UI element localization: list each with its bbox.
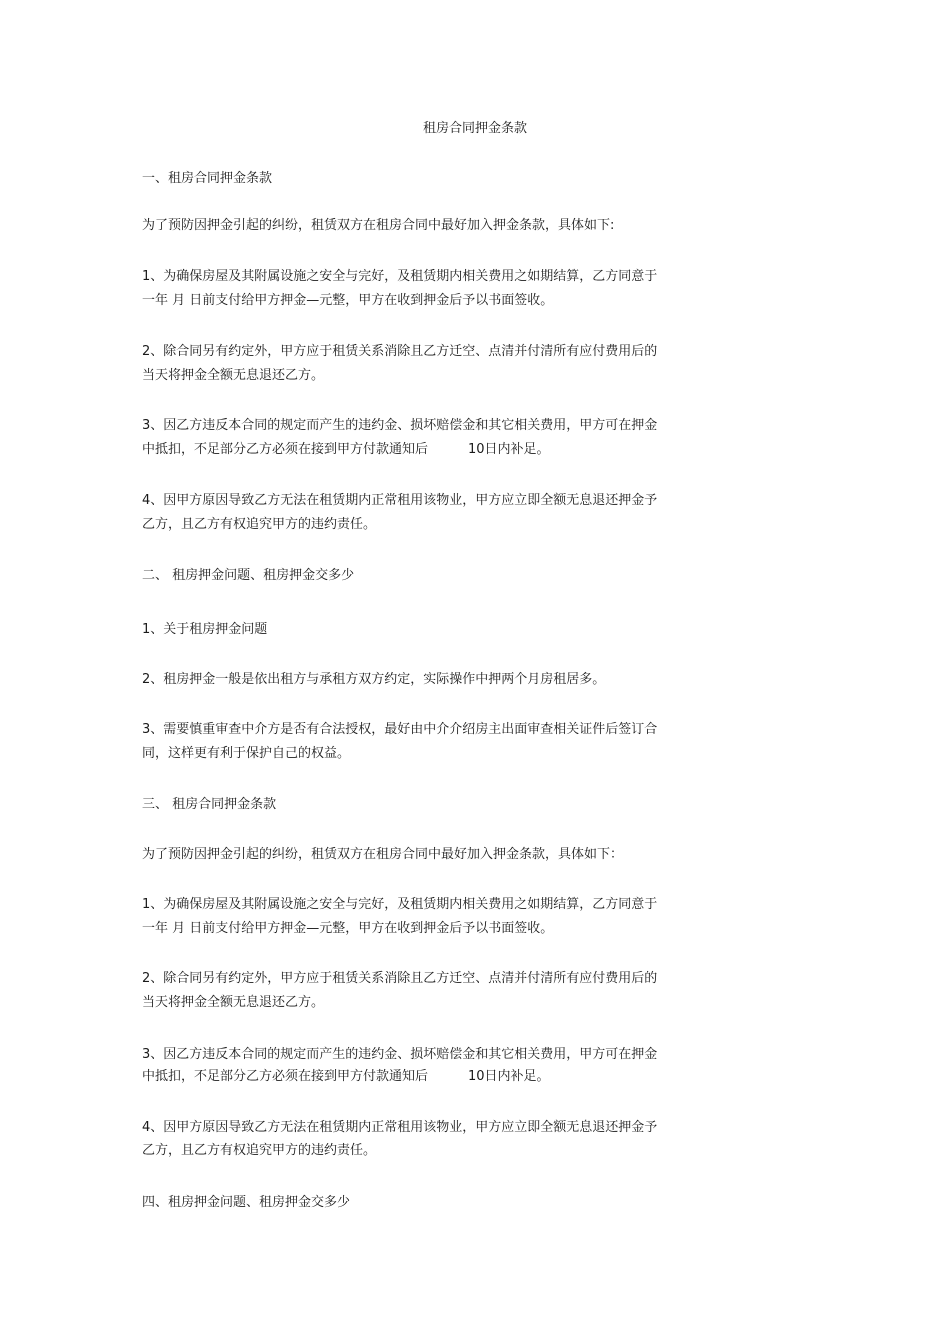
paragraph-line: 3、因乙方违反本合同的规定而产生的违约金、损坏赔偿金和其它相关费用，甲方可在押金 [142,1047,658,1062]
paragraph-line: 4、因甲方原因导致乙方无法在租赁期内正常租用该物业，甲方应立即全额无息退还押金予 [142,1120,658,1135]
paragraph-line [142,441,742,459]
paragraph-line: 2、除合同另有约定外，甲方应于租赁关系消除且乙方迁空、点清并付清所有应付费用后的 [142,971,658,986]
paragraph-line: 3、因乙方违反本合同的规定而产生的违约金、损坏赔偿金和其它相关费用，甲方可在押金 [142,418,658,433]
text-segment: 中抵扣，不足部分乙方必须在接到甲方付款通知后 [142,1069,429,1084]
paragraph-line: 4、因甲方原因导致乙方无法在租赁期内正常租用该物业，甲方应立即全额无息退还押金予 [142,493,658,508]
paragraph-line [142,1068,742,1086]
paragraph-line: 当天将押金全额无息退还乙方。 [142,368,325,383]
section-heading: 一、租房合同押金条款 [142,171,273,186]
paragraph-line: 乙方，且乙方有权追究甲方的违约责任。 [142,517,377,532]
paragraph: 1、关于租房押金问题 [142,622,268,637]
paragraph-line: 3、需要慎重审查中介方是否有合法授权，最好由中介介绍房主出面审查相关证件后签订合 [142,722,658,737]
paragraph-line: 一年 月 日前支付给甲方押金—元整，甲方在收到押金后予以书面签收。 [142,293,554,308]
paragraph-line: 一年 月 日前支付给甲方押金—元整，甲方在收到押金后予以书面签收。 [142,921,554,936]
paragraph-line: 1、为确保房屋及其附属设施之安全与完好，及租赁期内相关费用之如期结算，乙方同意于 [142,897,658,912]
section-heading: 三、 租房合同押金条款 [142,797,277,812]
paragraph-line: 同，这样更有利于保护自己的权益。 [142,746,351,761]
paragraph: 为了预防因押金引起的纠纷，租赁双方在租房合同中最好加入押金条款，具体如下: [142,218,615,233]
document-title: 租房合同押金条款 [422,121,527,136]
text-segment: 10日内补足。 [468,1069,550,1084]
section-heading: 四、租房押金问题、租房押金交多少 [142,1195,351,1210]
paragraph-line: 乙方，且乙方有权追究甲方的违约责任。 [142,1143,377,1158]
paragraph-line: 当天将押金全额无息退还乙方。 [142,995,325,1010]
section-heading: 二、 租房押金问题、租房押金交多少 [142,568,355,583]
text-segment: 10日内补足。 [468,442,550,457]
paragraph-line: 2、除合同另有约定外，甲方应于租赁关系消除且乙方迁空、点清并付清所有应付费用后的 [142,344,658,359]
paragraph-line: 1、为确保房屋及其附属设施之安全与完好，及租赁期内相关费用之如期结算，乙方同意于 [142,269,658,284]
text-segment: 中抵扣，不足部分乙方必须在接到甲方付款通知后 [142,442,429,457]
paragraph: 为了预防因押金引起的纠纷，租赁双方在租房合同中最好加入押金条款，具体如下： [142,847,624,862]
paragraph: 2、租房押金一般是依出租方与承租方双方约定，实际操作中押两个月房租居多。 [142,672,606,687]
